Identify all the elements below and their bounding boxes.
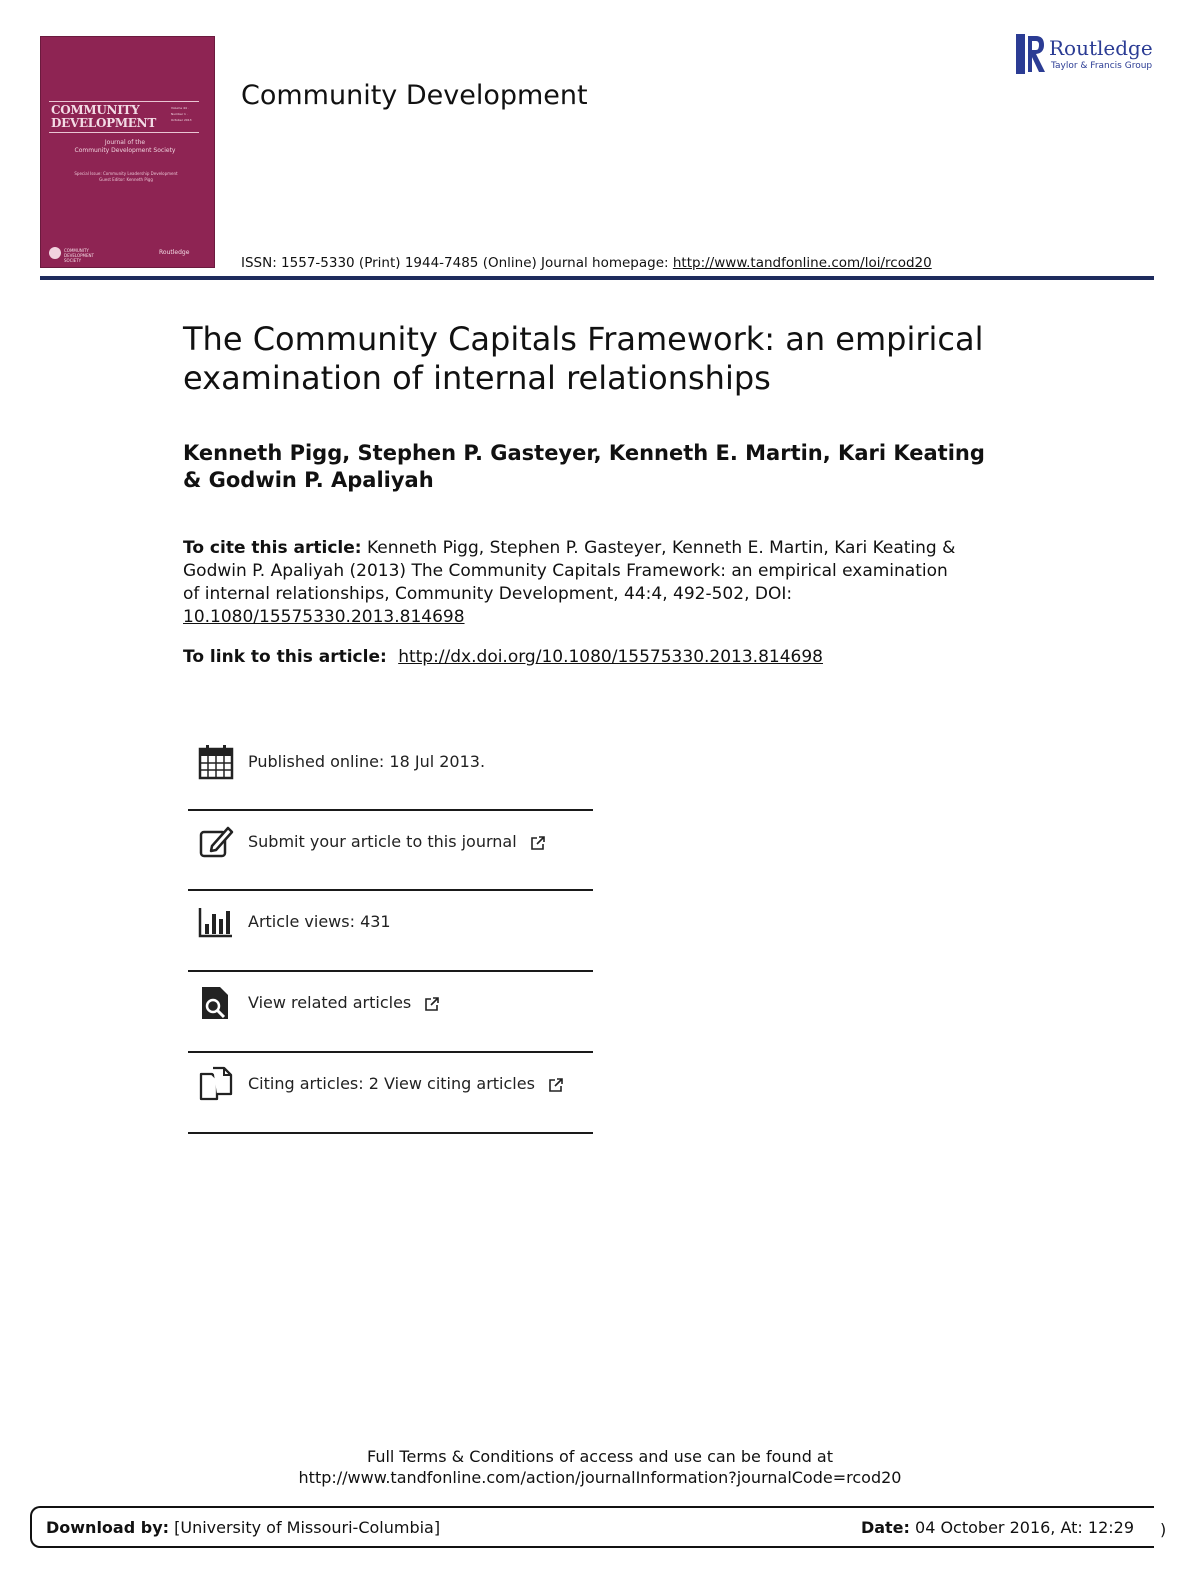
citation-block	[183, 537, 963, 629]
cover-meta: Volume 44 · Number 1 · October 2013	[171, 106, 192, 122]
society-logo-icon	[49, 247, 61, 259]
routledge-r-icon	[1016, 34, 1046, 74]
cite-label: To cite this article:	[183, 538, 362, 558]
copy-documents-icon	[198, 1066, 234, 1102]
journal-homepage-link[interactable]: http://www.tandfonline.com/loi/rcod20	[672, 255, 932, 271]
cover-title-line1: COMMUNITY	[51, 103, 140, 117]
journal-cover	[40, 36, 215, 268]
terms-url-link[interactable]: http://www.tandfonline.com/action/journalInformation?journalCode=rcod20	[298, 1468, 902, 1487]
submit-article-item[interactable]	[188, 824, 593, 904]
citing-articles-text: Citing articles: 2 View citing articles	[248, 1074, 535, 1093]
download-bar-tail: )	[1160, 1520, 1167, 1539]
terms-text: Full Terms & Conditions of access and use can be found at	[366, 1447, 834, 1466]
publisher-brand: Routledge	[1049, 36, 1153, 60]
download-value: [University of Missouri-Columbia]	[174, 1518, 441, 1537]
cover-society-logo	[49, 247, 109, 263]
submit-article-link[interactable]	[248, 832, 546, 851]
article-doi-link[interactable]: http://dx.doi.org/10.1080/15575330.2013.814698	[398, 647, 823, 667]
cover-subtitle	[55, 139, 195, 155]
publisher-tagline: Taylor & Francis Group	[1051, 61, 1153, 71]
calendar-icon	[198, 744, 234, 780]
cover-society-logo-text: COMMUNITY DEVELOPMENT SOCIETY	[64, 248, 94, 263]
date-value: 04 October 2016, At: 12:29	[915, 1518, 1134, 1537]
cite-text: Kenneth Pigg, Stephen P. Gasteyer, Kenneth E. Martin, Kari Keating & Godwin P. Apaliyah (2013) The Community Capitals Framework: an empirical examination of internal relationships, Community Development, 44:4, 492-502, DOI:	[183, 538, 956, 604]
article-title: The Community Capitals Framework: an empirical examination of internal relationships	[183, 320, 984, 397]
info-divider	[188, 1132, 593, 1134]
info-divider	[188, 809, 593, 811]
document-search-icon	[198, 985, 234, 1021]
published-online-item	[188, 744, 593, 824]
download-label: Download by:	[46, 1518, 170, 1537]
citing-articles-link[interactable]	[248, 1074, 564, 1093]
info-divider	[188, 970, 593, 972]
article-link-line	[183, 647, 983, 667]
related-articles-item[interactable]	[188, 985, 593, 1065]
info-divider	[188, 889, 593, 891]
external-link-icon	[424, 996, 440, 1012]
publisher-logo[interactable]	[1014, 34, 1164, 78]
cover-issue	[51, 171, 201, 183]
related-articles-link[interactable]	[248, 993, 440, 1012]
download-date	[861, 1518, 1134, 1537]
bar-chart-icon	[198, 904, 234, 940]
download-info	[46, 1518, 440, 1537]
cover-subtitle-line2: Community Development Society	[74, 147, 176, 154]
date-label: Date:	[860, 1518, 910, 1537]
cover-title-line2: DEVELOPMENT	[51, 116, 156, 130]
edit-icon	[198, 824, 234, 860]
cover-title-box	[49, 101, 199, 133]
cover-publisher-logo: Routledge	[159, 249, 190, 256]
journal-name: Community Development	[241, 80, 588, 111]
related-articles-text: View related articles	[248, 993, 412, 1012]
header-rule	[40, 276, 1154, 280]
issn-text: ISSN: 1557-5330 (Print) 1944-7485 (Online) Journal homepage:	[241, 255, 669, 271]
external-link-icon	[530, 835, 546, 851]
cover-title	[51, 104, 171, 130]
article-authors: Kenneth Pigg, Stephen P. Gasteyer, Kenneth E. Martin, Kari Keating & Godwin P. Apaliyah	[183, 441, 985, 492]
submit-article-text: Submit your article to this journal	[248, 832, 517, 851]
article-views-text: Article views: 431	[248, 912, 391, 931]
issn-line	[241, 255, 932, 271]
article-views-item	[188, 904, 593, 984]
external-link-icon	[548, 1077, 564, 1093]
link-label: To link to this article:	[183, 647, 387, 667]
footer-terms	[200, 1446, 1000, 1488]
download-bar	[30, 1506, 1154, 1548]
info-divider	[188, 1051, 593, 1053]
published-online-text: Published online: 18 Jul 2013.	[248, 752, 486, 771]
cover-issue-line1: Special Issue: Community Leadership Development	[74, 171, 178, 176]
citing-articles-item[interactable]	[188, 1066, 593, 1146]
cover-issue-line2: Guest Editor: Kenneth Pigg	[99, 177, 153, 182]
cover-subtitle-line1: Journal of the	[104, 139, 146, 146]
cite-doi-link[interactable]: 10.1080/15575330.2013.814698	[183, 607, 465, 627]
